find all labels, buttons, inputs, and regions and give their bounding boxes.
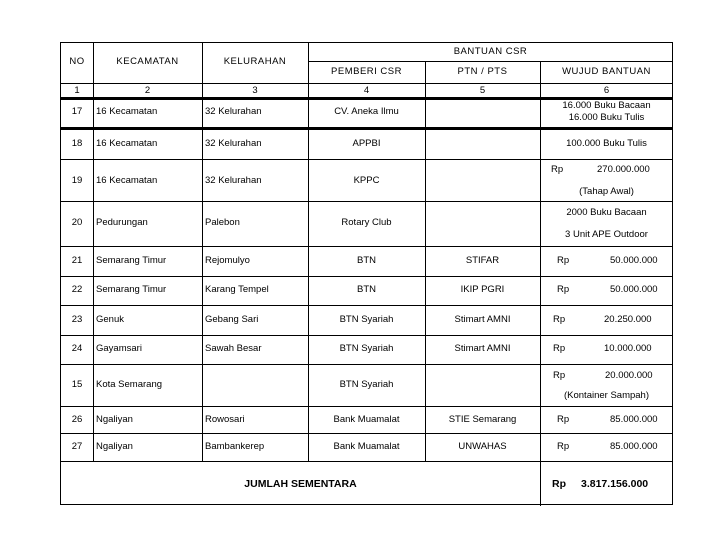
row-divider — [61, 406, 673, 407]
row-divider — [61, 364, 673, 365]
row-kelurahan: Palebon — [205, 217, 240, 228]
row-wujud: 16.000 Buku Tulis — [568, 112, 645, 123]
row-kecamatan: Semarang Timur — [96, 255, 167, 266]
row-pemberi: BTN Syariah — [339, 314, 394, 325]
row-pemberi: BTN — [357, 284, 376, 295]
row-currency: Rp — [553, 314, 566, 325]
row-pemberi: KPPC — [353, 175, 380, 186]
header-kelurahan: KELURAHAN — [223, 56, 287, 67]
row-pemberi: Rotary Club — [341, 217, 392, 228]
col-number: 6 — [603, 85, 610, 96]
row-currency: Rp — [551, 164, 564, 175]
row-divider — [61, 83, 673, 84]
row-divider — [61, 246, 673, 247]
row-kecamatan: Gayamsari — [96, 343, 142, 354]
row-ptn: Stimart AMNI — [454, 314, 511, 325]
row-kecamatan: 16 Kecamatan — [96, 175, 158, 186]
row-kecamatan: Genuk — [96, 314, 124, 325]
total-currency: Rp — [552, 478, 566, 490]
row-pemberi: CV. Aneka Ilmu — [334, 106, 399, 117]
header-kecamatan: KECAMATAN — [116, 56, 179, 67]
row-wujud: 3 Unit APE Outdoor — [565, 229, 648, 240]
row-kecamatan: 16 Kecamatan — [96, 138, 158, 149]
row-no: 20 — [71, 217, 83, 228]
row-note: (Kontainer Sampah) — [563, 390, 650, 401]
row-kecamatan: Ngaliyan — [96, 414, 133, 425]
row-kelurahan: Sawah Besar — [205, 343, 262, 354]
row-kelurahan: Rejomulyo — [205, 255, 250, 266]
row-pemberi: Bank Muamalat — [333, 414, 400, 425]
row-amount: 20.000.000 — [605, 370, 653, 381]
row-amount: 50.000.000 — [610, 284, 658, 295]
row-divider — [61, 433, 673, 434]
row-no: 23 — [71, 314, 83, 325]
row-divider — [61, 461, 673, 462]
header-pemberi-csr: PEMBERI CSR — [331, 66, 402, 77]
row-no: 17 — [71, 106, 83, 117]
row-no: 24 — [71, 343, 83, 354]
row-no: 19 — [71, 175, 83, 186]
col-number: 2 — [144, 85, 151, 96]
row-no: 27 — [71, 441, 83, 452]
row-currency: Rp — [557, 441, 570, 452]
row-kelurahan: Karang Tempel — [205, 284, 269, 295]
row-kelurahan: Bambankerep — [205, 441, 265, 452]
row-kecamatan: 16 Kecamatan — [96, 106, 158, 117]
row-ptn: Stimart AMNI — [454, 343, 511, 354]
header-wujud-bantuan: WUJUD BANTUAN — [562, 66, 651, 77]
row-kelurahan: 32 Kelurahan — [205, 175, 262, 186]
row-no: 18 — [71, 138, 83, 149]
row-divider — [61, 159, 673, 160]
col-number: 4 — [363, 85, 370, 96]
row-currency: Rp — [553, 370, 566, 381]
row-ptn: UNWAHAS — [458, 441, 507, 452]
row-kelurahan: Rowosari — [205, 414, 245, 425]
row-kelurahan: Gebang Sari — [205, 314, 259, 325]
row-ptn: STIFAR — [465, 255, 500, 266]
row-kecamatan: Ngaliyan — [96, 441, 133, 452]
row-currency: Rp — [557, 414, 570, 425]
row-no: 26 — [71, 414, 83, 425]
row-divider — [61, 335, 673, 336]
row-no: 21 — [71, 255, 83, 266]
row-pemberi: BTN Syariah — [339, 343, 394, 354]
row-pemberi: BTN — [357, 255, 376, 266]
row-currency: Rp — [557, 284, 570, 295]
row-divider — [61, 276, 673, 277]
row-divider — [61, 127, 673, 130]
row-amount: 20.250.000 — [604, 314, 652, 325]
header-no: NO — [69, 56, 85, 67]
total-amount: 3.817.156.000 — [581, 478, 649, 490]
row-amount: 50.000.000 — [610, 255, 658, 266]
total-label: JUMLAH SEMENTARA — [244, 478, 357, 490]
row-note: (Tahap Awal) — [579, 186, 634, 197]
row-divider — [61, 201, 673, 202]
csr-table — [60, 42, 673, 505]
header-ptn-pts: PTN / PTS — [457, 66, 508, 77]
row-currency: Rp — [553, 343, 566, 354]
col-number: 5 — [479, 85, 486, 96]
row-pemberi: Bank Muamalat — [333, 441, 400, 452]
row-wujud: 16.000 Buku Bacaan — [562, 100, 651, 111]
row-no: 15 — [71, 379, 83, 390]
row-divider — [61, 305, 673, 306]
header-bantuan-csr: BANTUAN CSR — [453, 46, 528, 57]
row-pemberi: APPBI — [352, 138, 381, 149]
row-kelurahan: 32 Kelurahan — [205, 138, 262, 149]
row-wujud: 100.000 Buku Tulis — [566, 138, 647, 149]
row-amount: 85.000.000 — [610, 414, 658, 425]
col-number: 3 — [252, 85, 258, 96]
row-no: 22 — [71, 284, 83, 295]
row-kecamatan: Semarang Timur — [96, 284, 167, 295]
row-divider — [308, 61, 673, 62]
row-ptn: STIE Semarang — [448, 414, 517, 425]
row-ptn: IKIP PGRI — [460, 284, 505, 295]
row-amount: 10.000.000 — [604, 343, 652, 354]
row-kecamatan: Kota Semarang — [96, 379, 163, 390]
row-kecamatan: Pedurungan — [96, 217, 148, 228]
row-amount: 270.000.000 — [597, 164, 650, 175]
row-amount: 85.000.000 — [610, 441, 658, 452]
col-number: 1 — [74, 85, 80, 96]
row-kelurahan: 32 Kelurahan — [205, 106, 262, 117]
row-pemberi: BTN Syariah — [339, 379, 394, 390]
row-wujud: 2000 Buku Bacaan — [566, 207, 647, 218]
row-currency: Rp — [557, 255, 570, 266]
